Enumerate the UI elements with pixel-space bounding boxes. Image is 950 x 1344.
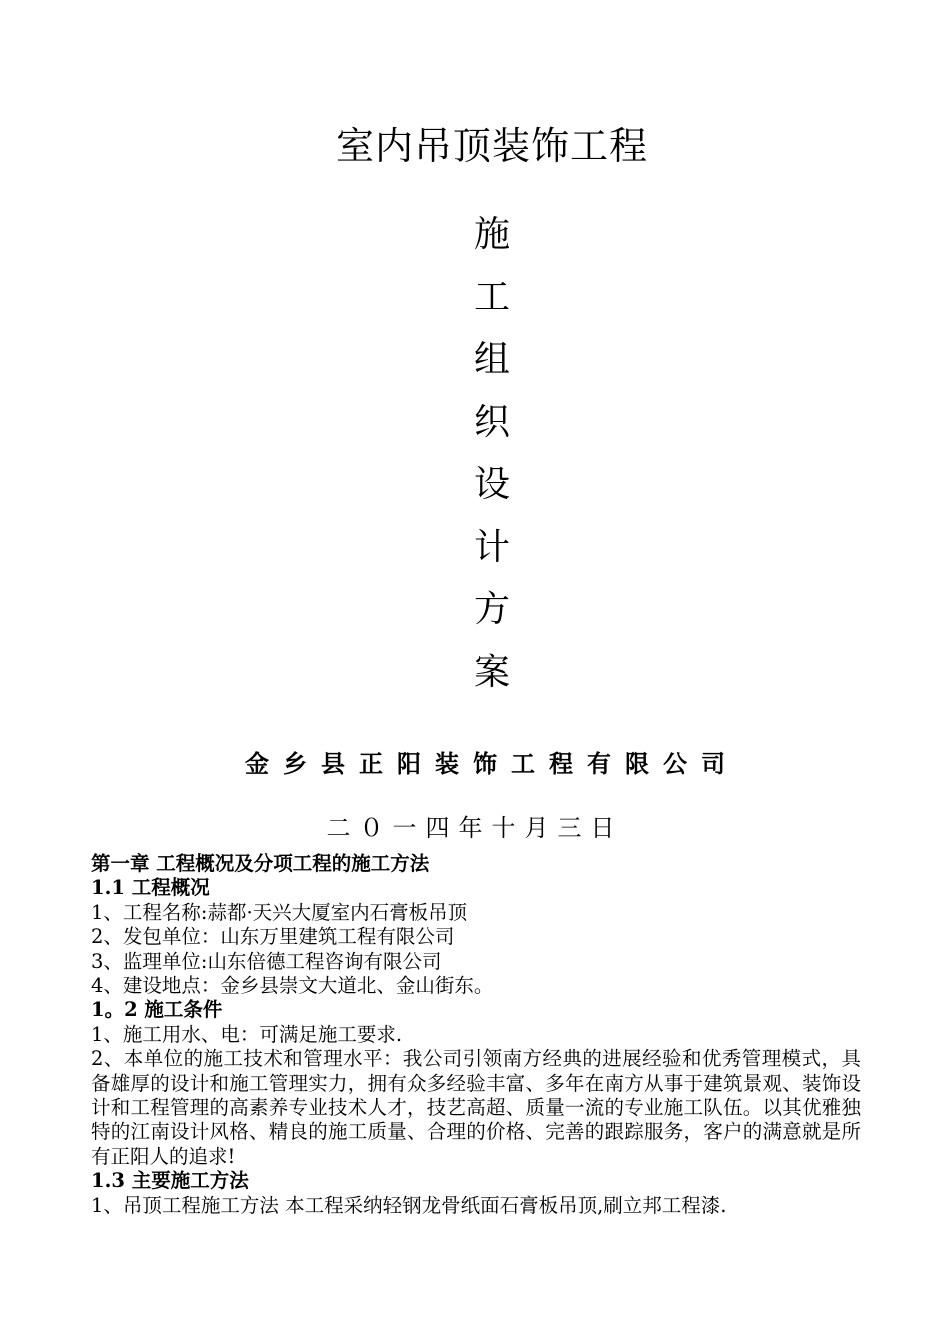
section-heading: 1。2 施工条件 [91, 998, 223, 1022]
cover-vertical-title [462, 204, 522, 704]
section-heading: 1.1 工程概况 [91, 876, 210, 900]
vertical-title-char: 工 [473, 276, 510, 318]
vertical-title-char: 设 [473, 464, 510, 505]
list-item: 3、监理单位:山东倍德工程咨询有限公司 [91, 949, 442, 973]
paragraph: 2、本单位的施工技术和管理水平：我公司引领南方经典的进展经验和优秀管理模式，具备雄厚的设计和施工管理实力，拥有众多经验丰富、多年在南方从事于建筑景观、装饰设计和工程管理的高素养专业技术人才，技艺高超、质量一流的专业施工队伍。以其优雅独特的江南设计风格、精良的施工质量、合理的价格、完善的跟踪服务，客户的满意就是所有正阳人的追求! [91, 1047, 861, 1168]
cover-main-title: 室内吊顶装饰工程 [335, 124, 648, 168]
list-item: 1、施工用水、电：可满足施工要求. [91, 1022, 403, 1046]
vertical-title-char: 施 [473, 214, 510, 255]
list-item: 1、工程名称:蒜都·天兴大厦室内石膏板吊顶 [91, 900, 468, 924]
vertical-title-char: 案 [473, 651, 510, 693]
cover-company-name: 金乡县正阳装饰工程有限公司 [245, 749, 739, 778]
document-body [91, 852, 861, 1218]
cover-date: 二０一四年十月三日 [326, 814, 624, 842]
list-item: 4、建设地点：金乡县崇文大道北、金山街东。 [91, 974, 494, 998]
section-heading: 1.3 主要施工方法 [91, 1169, 249, 1193]
vertical-title-char: 方 [473, 589, 510, 630]
vertical-title-char: 计 [473, 526, 510, 568]
chapter-heading: 第一章 工程概况及分项工程的施工方法 [91, 852, 430, 875]
vertical-title-char: 组 [473, 339, 510, 380]
list-item: 1、吊顶工程施工方法 本工程采纳轻钢龙骨纸面石膏板吊顶,刷立邦工程漆. [91, 1193, 727, 1217]
list-item: 2、发包单位：山东万里建筑工程有限公司 [91, 925, 455, 949]
vertical-title-char: 织 [473, 401, 510, 443]
